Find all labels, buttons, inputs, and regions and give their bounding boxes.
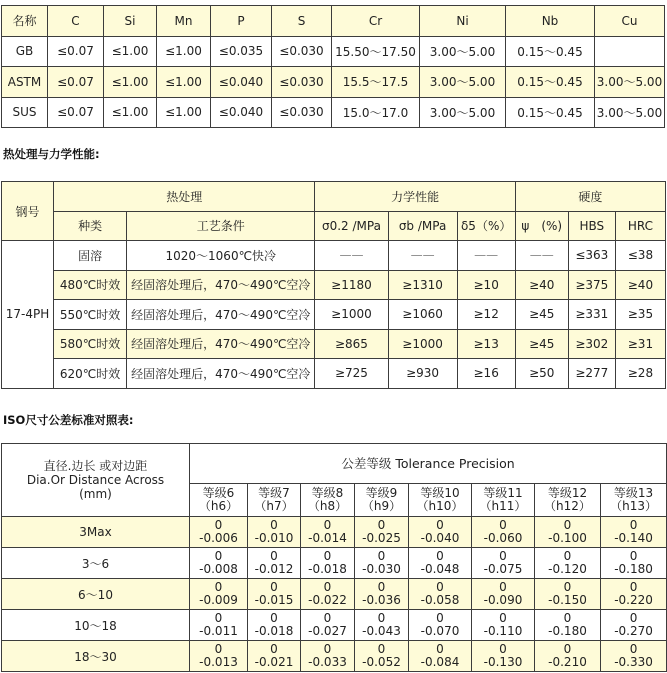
tolerance-cell: 0 -0.027	[301, 610, 355, 641]
cell: ≤0.035	[211, 36, 272, 67]
range-cell: 18～30	[2, 641, 190, 672]
header-type: 种类	[54, 211, 127, 241]
cell	[595, 36, 665, 67]
header-p: P	[211, 6, 272, 37]
table-row	[2, 241, 666, 271]
tolerance-cell: 0 -0.025	[355, 517, 409, 548]
table-row	[2, 97, 665, 128]
cell: 3.00～5.00	[420, 36, 506, 67]
section-title-mechanical: 热处理与力学性能:	[3, 147, 100, 161]
header-dimension	[2, 444, 190, 517]
range-cell: 10～18	[2, 610, 190, 641]
dimension-label-unit: (mm)	[79, 487, 112, 501]
header-name: 名称	[2, 6, 48, 37]
tolerance-cell: 0 -0.018	[301, 548, 355, 579]
header-delta5: δ5（%）	[457, 211, 515, 241]
tolerance-cell: 0 -0.015	[248, 579, 301, 610]
cell: 15.0～17.0	[332, 97, 420, 128]
tolerance-cell: 0 -0.150	[535, 579, 601, 610]
cell: ≥725	[315, 359, 388, 389]
cell: 620℃时效	[54, 359, 127, 389]
cell: 经固溶处理后，470～490℃空冷	[127, 359, 315, 389]
cell: ASTM	[2, 67, 48, 98]
cell: ≤1.00	[157, 36, 211, 67]
range-cell: 3～6	[2, 548, 190, 579]
tolerance-cell: 0 -0.036	[355, 579, 409, 610]
cell: GB	[2, 36, 48, 67]
grade-cell: 17-4PH	[2, 241, 54, 389]
cell: ≥1180	[315, 270, 388, 300]
tolerance-cell: 0 -0.270	[601, 610, 667, 641]
cell: ≥28	[615, 359, 665, 389]
cell: ≤1.00	[104, 67, 157, 98]
table-row	[2, 300, 666, 330]
header-cu: Cu	[595, 6, 665, 37]
cell: ≥16	[457, 359, 515, 389]
grade-h13: 等级13 （h13）	[601, 483, 667, 516]
tolerance-cell: 0 -0.022	[301, 579, 355, 610]
tolerance-cell: 0 -0.010	[248, 517, 301, 548]
tolerance-cell: 0 -0.220	[601, 579, 667, 610]
header-cr: Cr	[332, 6, 420, 37]
grade-h12: 等级12 （h12）	[535, 483, 601, 516]
cell: 经固溶处理后，470～490℃空冷	[127, 329, 315, 359]
cell: ≥50	[515, 359, 568, 389]
table-row	[2, 270, 666, 300]
table-row	[2, 36, 665, 67]
cell: ≥12	[457, 300, 515, 330]
tolerance-cell: 0 -0.180	[601, 548, 667, 579]
cell: ≥1000	[388, 329, 457, 359]
range-cell: 6～10	[2, 579, 190, 610]
grade-h10: 等级10 （h10）	[409, 483, 472, 516]
header-ni: Ni	[420, 6, 506, 37]
cell: ≥331	[568, 300, 615, 330]
tolerance-cell: 0 -0.090	[472, 579, 535, 610]
header-hardness: 硬度	[515, 182, 665, 212]
tolerance-cell: 0 -0.040	[409, 517, 472, 548]
cell: ≤0.07	[48, 67, 104, 98]
table-row	[2, 641, 667, 672]
tolerance-cell: 0 -0.210	[535, 641, 601, 672]
cell: 1020～1060℃快冷	[127, 241, 315, 271]
tolerance-cell: 0 -0.140	[601, 517, 667, 548]
cell: ≥13	[457, 329, 515, 359]
tolerance-cell: 0 -0.330	[601, 641, 667, 672]
cell: 经固溶处理后，470～490℃空冷	[127, 300, 315, 330]
header-psi: ψ (%)	[515, 211, 568, 241]
tolerance-cell: 0 -0.033	[301, 641, 355, 672]
cell: ≤0.07	[48, 97, 104, 128]
cell: ≥1310	[388, 270, 457, 300]
tolerance-cell: 0 -0.030	[355, 548, 409, 579]
cell: ≤363	[568, 241, 615, 271]
cell: 0.15～0.45	[506, 97, 595, 128]
header-s: S	[272, 6, 332, 37]
cell: ≥35	[615, 300, 665, 330]
tolerance-cell: 0 -0.011	[190, 610, 248, 641]
cell: 580℃时效	[54, 329, 127, 359]
cell: 15.5～17.5	[332, 67, 420, 98]
cell: ——	[315, 241, 388, 271]
header-condition: 工艺条件	[127, 211, 315, 241]
tolerance-cell: 0 -0.130	[472, 641, 535, 672]
tolerance-cell: 0 -0.070	[409, 610, 472, 641]
tolerance-cell: 0 -0.060	[472, 517, 535, 548]
header-sigma02: σ0.2 /MPa	[315, 211, 388, 241]
header-c: C	[48, 6, 104, 37]
cell: ≤0.040	[211, 97, 272, 128]
header-grade: 钢号	[2, 182, 54, 241]
dimension-label-cn: 直径.边长 或对边距	[43, 459, 148, 473]
tolerance-cell: 0 -0.084	[409, 641, 472, 672]
table-row	[2, 329, 666, 359]
tolerance-cell: 0 -0.043	[355, 610, 409, 641]
cell: ≥10	[457, 270, 515, 300]
cell: SUS	[2, 97, 48, 128]
table-row	[2, 359, 666, 389]
tolerance-cell: 0 -0.048	[409, 548, 472, 579]
mechanical-table	[1, 181, 666, 389]
cell: ≥1000	[315, 300, 388, 330]
cell: ≥31	[615, 329, 665, 359]
cell: ——	[457, 241, 515, 271]
dimension-label-en: Dia.Or Distance Across	[26, 473, 165, 487]
cell: ≥45	[515, 329, 568, 359]
section-title-iso: ISO尺寸公差标准对照表:	[3, 413, 134, 427]
cell: ≤0.030	[272, 97, 332, 128]
grade-h11: 等级11 （h11）	[472, 483, 535, 516]
cell: ≥865	[315, 329, 388, 359]
grade-h8: 等级8 （h8）	[301, 483, 355, 516]
header-si: Si	[104, 6, 157, 37]
cell: 3.00～5.00	[595, 97, 665, 128]
cell: 3.00～5.00	[595, 67, 665, 98]
tolerance-cell: 0 -0.009	[190, 579, 248, 610]
cell: ≤1.00	[104, 97, 157, 128]
cell: 480℃时效	[54, 270, 127, 300]
cell: 0.15～0.45	[506, 36, 595, 67]
header-mn: Mn	[157, 6, 211, 37]
cell: ≥1060	[388, 300, 457, 330]
table-row	[2, 548, 667, 579]
tolerance-cell: 0 -0.008	[190, 548, 248, 579]
header-heat-treatment: 热处理	[54, 182, 315, 212]
iso-tolerance-table	[1, 443, 667, 672]
header-hbs: HBS	[568, 211, 615, 241]
cell: ≥40	[515, 270, 568, 300]
cell: ——	[515, 241, 568, 271]
cell: ≤0.030	[272, 67, 332, 98]
cell: 3.00～5.00	[420, 97, 506, 128]
cell: ≤1.00	[104, 36, 157, 67]
table-row	[2, 517, 667, 548]
tolerance-cell: 0 -0.006	[190, 517, 248, 548]
cell: 15.50～17.50	[332, 36, 420, 67]
cell: 3.00～5.00	[420, 67, 506, 98]
grade-h6: 等级6 （h6）	[190, 483, 248, 516]
tolerance-cell: 0 -0.075	[472, 548, 535, 579]
range-cell: 3Max	[2, 517, 190, 548]
cell: ≤1.00	[157, 67, 211, 98]
cell: 550℃时效	[54, 300, 127, 330]
table-row	[2, 579, 667, 610]
composition-header-row	[2, 6, 665, 37]
cell: ≥40	[615, 270, 665, 300]
cell: ≤0.040	[211, 67, 272, 98]
cell: ≥302	[568, 329, 615, 359]
tolerance-cell: 0 -0.100	[535, 517, 601, 548]
tolerance-cell: 0 -0.120	[535, 548, 601, 579]
table-row	[2, 610, 667, 641]
cell: 固溶	[54, 241, 127, 271]
cell: ——	[388, 241, 457, 271]
cell: ≥930	[388, 359, 457, 389]
cell: ≤1.00	[157, 97, 211, 128]
composition-table	[1, 5, 665, 128]
grade-h9: 等级9 （h9）	[355, 483, 409, 516]
cell: ≤0.030	[272, 36, 332, 67]
tolerance-cell: 0 -0.052	[355, 641, 409, 672]
cell: ≥277	[568, 359, 615, 389]
tolerance-cell: 0 -0.014	[301, 517, 355, 548]
cell: ≤38	[615, 241, 665, 271]
tolerance-cell: 0 -0.110	[472, 610, 535, 641]
table-row	[2, 67, 665, 98]
cell: ≥45	[515, 300, 568, 330]
tolerance-cell: 0 -0.180	[535, 610, 601, 641]
cell: ≥375	[568, 270, 615, 300]
tolerance-cell: 0 -0.012	[248, 548, 301, 579]
tolerance-cell: 0 -0.021	[248, 641, 301, 672]
tolerance-cell: 0 -0.018	[248, 610, 301, 641]
grade-h7: 等级7 （h7）	[248, 483, 301, 516]
cell: 经固溶处理后，470～490℃空冷	[127, 270, 315, 300]
cell: ≤0.07	[48, 36, 104, 67]
tolerance-cell: 0 -0.013	[190, 641, 248, 672]
header-nb: Nb	[506, 6, 595, 37]
header-sigmab: σb /MPa	[388, 211, 457, 241]
cell: 0.15～0.45	[506, 67, 595, 98]
header-mech-props: 力学性能	[315, 182, 515, 212]
header-hrc: HRC	[615, 211, 665, 241]
tolerance-cell: 0 -0.058	[409, 579, 472, 610]
header-precision: 公差等级 Tolerance Precision	[190, 444, 667, 484]
